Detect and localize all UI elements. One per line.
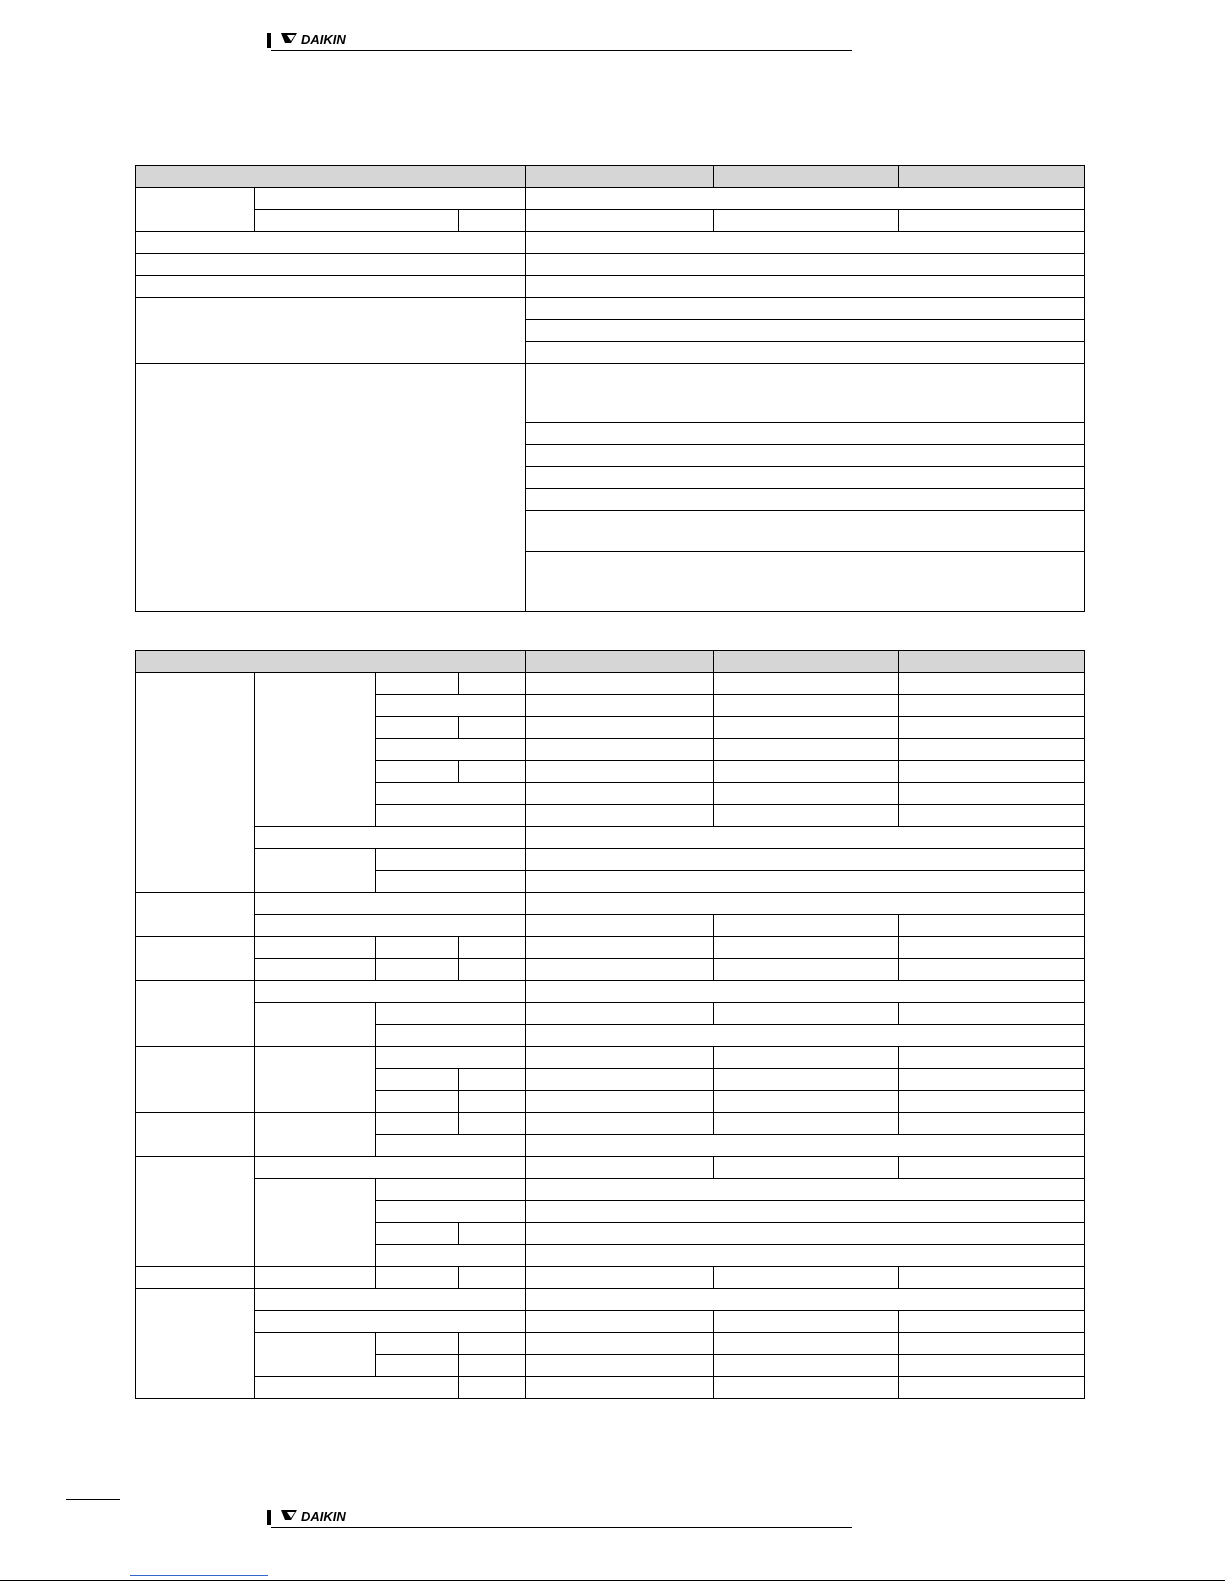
- table-row: [136, 364, 1085, 423]
- logo-text: DAIKIN: [301, 1509, 346, 1524]
- page-number-rule: [66, 1499, 120, 1500]
- table-row: [136, 188, 1085, 210]
- spec-header-row: [136, 166, 1085, 188]
- table-row: [136, 673, 1085, 695]
- table-row: [136, 1113, 1085, 1135]
- footer-rule: [271, 1527, 852, 1528]
- table-row: [136, 298, 1085, 320]
- daikin-logo: [281, 1506, 371, 1526]
- table-row: [136, 849, 1085, 871]
- table-row: [136, 1333, 1085, 1355]
- performance-header-row: [136, 651, 1085, 673]
- table-row: [136, 232, 1085, 254]
- footer-logo-bar: [267, 1508, 852, 1528]
- table-row: [136, 1047, 1085, 1069]
- table-row: [136, 276, 1085, 298]
- table-row: [136, 937, 1085, 959]
- daikin-logo: [281, 29, 371, 49]
- table-row: [136, 1003, 1085, 1025]
- footer-mark: [267, 1510, 271, 1525]
- header-logo-bar: [267, 31, 852, 51]
- table-row: [136, 1377, 1085, 1399]
- table-row: [136, 827, 1085, 849]
- table-row: [136, 1289, 1085, 1311]
- table-row: [136, 254, 1085, 276]
- footer-divider: [0, 1580, 1225, 1581]
- header-mark: [267, 33, 271, 48]
- table-row: [136, 893, 1085, 915]
- performance-table: [135, 650, 1085, 1399]
- spec-table: [135, 165, 1085, 612]
- table-row: [136, 915, 1085, 937]
- table-row: [136, 1311, 1085, 1333]
- table-row: [136, 1267, 1085, 1289]
- table-row: [136, 959, 1085, 981]
- logo-text: DAIKIN: [301, 32, 346, 47]
- header-rule: [271, 50, 852, 51]
- footer-link-underline[interactable]: [130, 1575, 268, 1576]
- table-row: [136, 210, 1085, 232]
- table-row: [136, 1157, 1085, 1179]
- table-row: [136, 1179, 1085, 1201]
- table-row: [136, 981, 1085, 1003]
